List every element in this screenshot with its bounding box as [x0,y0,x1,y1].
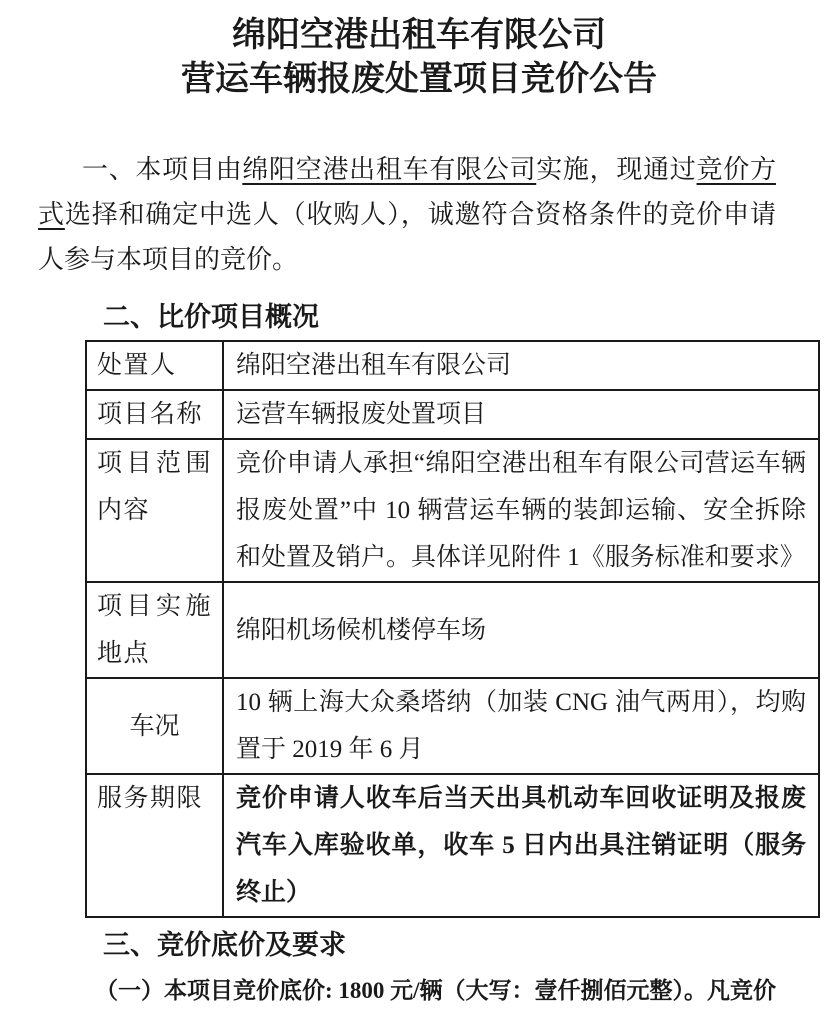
intro-underlined-company: 绵阳空港出租车有限公司 [242,155,537,184]
price-paragraph: （一）本项目竞价底价: 1800 元/辆（大写：壹仟捌佰元整）。凡竞价 [95,978,777,1003]
table-row-project-location [86,582,819,678]
row-value: 10 辆上海大众桑塔纳（加装 CNG 油气两用），均购置于 2019 年 6 月 [223,678,819,774]
row-value: 绵阳空港出租车有限公司 [223,341,819,390]
table-row-disposer [86,341,819,390]
title-line-2: 营运车辆报废处置项目竞价公告 [181,61,657,98]
row-label: 处置人 [86,341,223,390]
intro-text-1: 一、本项目由 [82,155,243,184]
section2-heading: 二、比价项目概况 [103,302,319,332]
row-label: 服务期限 [86,774,223,917]
table-row-project-name [86,390,819,439]
section3-heading: 三、竞价底价及要求 [103,930,346,960]
row-value: 竞价申请人承担“绵阳空港出租车有限公司营运车辆报废处置”中 10 辆营运车辆的装卸运输、安全拆除和处置及销户。具体详见附件 1《服务标准和要求》 [223,439,819,582]
row-label: 项目名称 [86,390,223,439]
intro-text-2: 实施，现通过 [536,155,697,184]
row-label: 项目实施地点 [86,582,223,678]
intro-text-3: 选择和确定中选人（收购人），诚邀符合资格条件的竞价申请人参与本项目的竞价。 [38,200,776,274]
project-info-table [85,340,820,918]
table-row-service-period [86,774,819,917]
row-value: 竞价申请人收车后当天出具机动车回收证明及报废汽车入库验收单，收车 5 日内出具注销证明（服务终止） [223,774,819,917]
row-label: 项目范围内容 [86,439,223,582]
row-label: 车况 [86,678,223,774]
intro-underlined-method: 竞价方式 [38,155,776,229]
table-row-project-scope [86,439,819,582]
row-value: 绵阳机场候机楼停车场 [223,582,819,678]
intro-paragraph [38,147,776,282]
row-value: 运营车辆报废处置项目 [223,390,819,439]
title-line-1: 绵阳空港出租车有限公司 [232,17,606,54]
table-row-vehicle-condition [86,678,819,774]
document-title [38,14,800,102]
